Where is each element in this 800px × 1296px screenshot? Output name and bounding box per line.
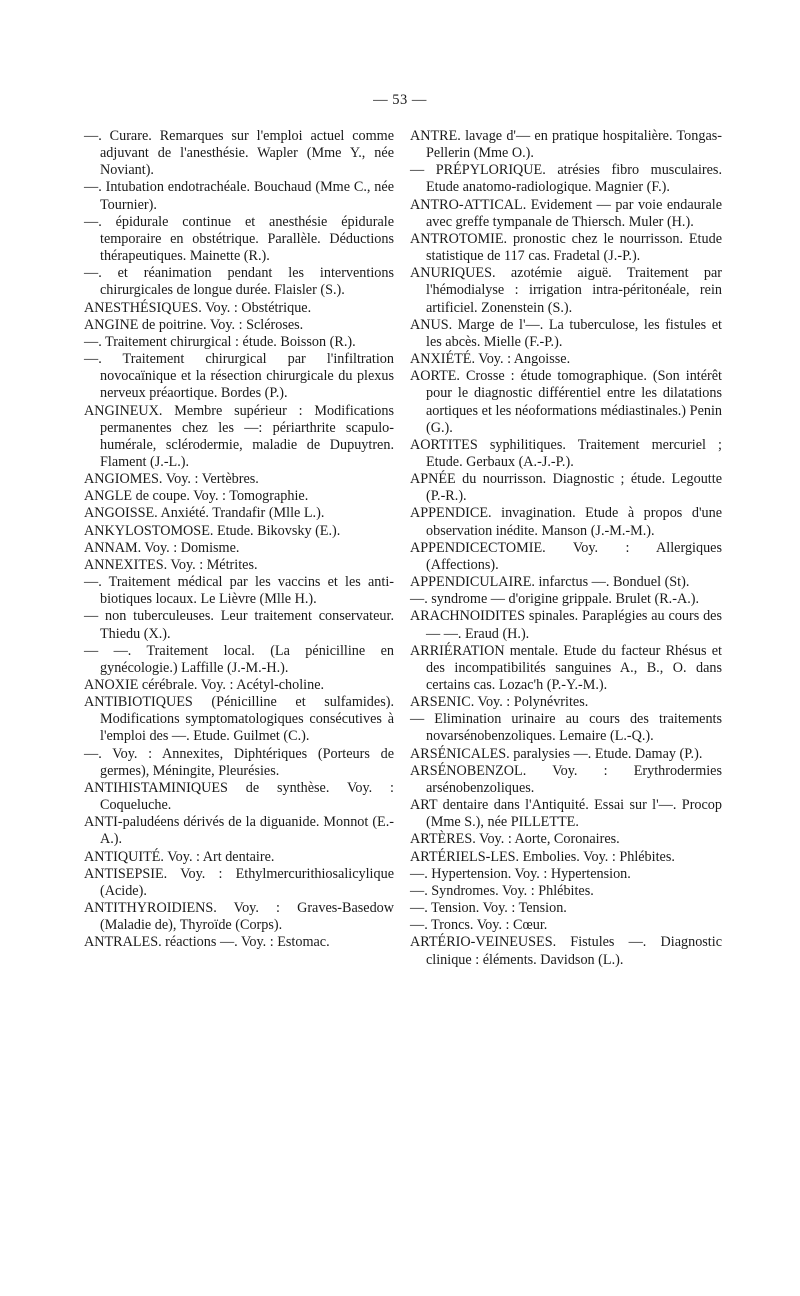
index-entry: ARACHNOIDITES spinales. Paraplégies au cours des — —. Eraud (H.). xyxy=(410,608,722,642)
index-entry: APPENDICECTOMIE. Voy. : Allergiques (Affections). xyxy=(410,539,722,573)
index-entry: ANESTHÉSIQUES. Voy. : Obstétrique. xyxy=(84,299,312,316)
index-entry: ANGINE de poitrine. Voy. : Scléroses. xyxy=(84,316,304,333)
index-entry: ANTIHISTAMINIQUES de synthèse. Voy. : Coqueluche. xyxy=(84,779,394,814)
index-entry: ANTRALES. réactions —. Voy. : Estomac. xyxy=(84,934,330,951)
index-entry: AORTE. Crosse : étude tomographique. (Son intérêt pour le diagnostic différentiel entre les dilatations aortiques et les néoformations médiastinales.) Penin (G.). xyxy=(410,368,722,436)
index-entry: ANURIQUES. azotémie aiguë. Traitement par l'hémodialyse : irrigation intra-péritonéale, rein artificiel. Zonenstein (S.). xyxy=(410,265,722,316)
index-entry: ANGOISSE. Anxiété. Trandafir (Mlle L.). xyxy=(84,505,325,522)
index-entry: ANGIOMES. Voy. : Vertèbres. xyxy=(84,471,259,488)
index-entry: — non tuberculeuses. Leur traitement conservateur. Thiedu (X.). xyxy=(84,608,394,642)
index-entry: APPENDICE. invagination. Etude à propos d'une observation inédite. Manson (J.-M.-M.). xyxy=(410,505,722,539)
index-entry: — —. Traitement local. (La pénicilline en gynécologie.) Laffille (J.-M.-H.). xyxy=(84,642,394,676)
index-entry: ANOXIE cérébrale. Voy. : Acétyl-choline. xyxy=(84,677,325,693)
index-entry: ANKYLOSTOMOSE. Etude. Bikovsky (E.). xyxy=(84,522,341,539)
index-entry: ART dentaire dans l'Antiquité. Essai sur l'—. Procop (Mme S.), née PILLETTE. xyxy=(410,797,722,831)
index-entry: ARRIÉRATION mentale. Etude du facteur Rhésus et des incompatibilités sanguines A., B., O. dans certains cas. Lozac'h (P.-Y.-M.). xyxy=(410,642,722,693)
page-number: — 53 — xyxy=(373,92,427,108)
index-entry: —. épidurale continue et anesthésie épidurale temporaire en obstétrique. Parallèle. Déductions thérapeutiques. Mainette (R.). xyxy=(84,213,394,265)
index-entry: —. Tension. Voy. : Tension. xyxy=(410,900,567,917)
index-entry: APPENDICULAIRE. infarctus —. Bonduel (St). xyxy=(410,574,690,591)
index-entry: — PRÉPYLORIQUE. atrésies fibro musculaires. Etude anatomo-radiologique. Magnier (F.). xyxy=(410,162,722,196)
index-entry: ANTROTOMIE. pronostic chez le nourrisson. Etude statistique de 117 cas. Fradetal (J.-P.). xyxy=(410,230,722,265)
index-entry: —. Traitement médical par les vaccins et les anti-biotiques locaux. Le Lièvre (Mlle H.). xyxy=(84,574,394,608)
index-entry: ANGINEUX. Membre supérieur : Modifications permanentes chez les —: périarthrite scapulo-humérale, sclérodermie, maladie de Dupuytren. Flament (J.-L.). xyxy=(84,402,394,470)
index-entry: —. Traitement chirurgical : étude. Boisson (R.). xyxy=(84,333,356,350)
index-entry: —. Traitement chirurgical par l'infiltration novocaïnique et la résection chirurgicale du plexus nerveux préaortique. Bordes (P.). xyxy=(84,351,394,402)
index-entry: ARTÉRIO-VEINEUSES. Fistules —. Diagnostic clinique : éléments. Davidson (L.). xyxy=(410,934,722,968)
index-entry: ARTÉRIELS-LES. Embolies. Voy. : Phlébites. xyxy=(410,848,675,865)
index-entry: ANTI-paludéens dérivés de la diguanide. Monnot (E.-A.). xyxy=(84,814,394,848)
index-entry: —. Syndromes. Voy. : Phlébites. xyxy=(410,882,594,899)
index-entry: ARSENIC. Voy. : Polynévrites. xyxy=(410,694,589,711)
index-entry: —. Voy. : Annexites, Diphtériques (Porteurs de germes), Méningite, Pleurésies. xyxy=(84,745,394,779)
index-column-right xyxy=(410,128,722,969)
index-entry: —. Hypertension. Voy. : Hypertension. xyxy=(410,865,631,882)
index-entry: ARSÉNOBENZOL. Voy. : Erythrodermies arsénobenzoliques. xyxy=(410,762,722,796)
index-entry: —. Troncs. Voy. : Cœur. xyxy=(410,917,548,934)
index-entry: —. et réanimation pendant les interventions chirurgicales de longue durée. Flaisler (S.). xyxy=(84,265,394,299)
index-entry: ARSÉNICALES. paralysies —. Etude. Damay (P.). xyxy=(410,745,703,762)
index-entry: ANTISEPSIE. Voy. : Ethylmercurithiosalicylique (Acide). xyxy=(84,865,394,899)
index-entry: ANNAM. Voy. : Domisme. xyxy=(84,539,240,556)
index-entry: —. Intubation endotrachéale. Bouchaud (Mme C., née Tournier). xyxy=(84,179,394,213)
index-entry: ANTITHYROIDIENS. Voy. : Graves-Basedow (Maladie de), Thyroïde (Corps). xyxy=(84,900,394,934)
index-entry: ANTRE. lavage d'— en pratique hospitalière. Tongas-Pellerin (Mme O.). xyxy=(410,128,722,162)
index-entry: — Elimination urinaire au cours des traitements novarsénobenzoliques. Lemaire (L.-Q.). xyxy=(410,711,722,745)
index-entry: AORTITES syphilitiques. Traitement mercuriel ; Etude. Gerbaux (A.-J.-P.). xyxy=(410,436,722,470)
index-entry: APNÉE du nourrisson. Diagnostic ; étude. Legoutte (P.-R.). xyxy=(410,471,722,505)
index-entry: ANNEXITES. Voy. : Métrites. xyxy=(84,556,258,573)
index-entry: ANUS. Marge de l'—. La tuberculose, les fistules et les abcès. Mielle (F.-P.). xyxy=(410,316,722,350)
index-entry: —. Curare. Remarques sur l'emploi actuel comme adjuvant de l'anesthésie. Wapler (Mme Y., née Noviant). xyxy=(84,128,394,179)
index-entry: ANTIBIOTIQUES (Pénicilline et sulfamides). Modifications symptomatologiques consécutives à l'emploi des —. Etude. Guilmet (C.). xyxy=(84,694,394,745)
index-entry: ANTIQUITÉ. Voy. : Art dentaire. xyxy=(84,848,275,865)
index-entry: —. syndrome — d'origine grippale. Brulet (R.-A.). xyxy=(410,591,700,608)
index-entry: ARTÈRES. Voy. : Aorte, Coronaires. xyxy=(410,831,620,848)
index-column-left xyxy=(84,128,394,952)
index-entry: ANXIÉTÉ. Voy. : Angoisse. xyxy=(410,351,571,368)
index-entry: ANGLE de coupe. Voy. : Tomographie. xyxy=(84,488,309,505)
index-entry: ANTRO-ATTICAL. Evidement — par voie endaurale avec greffe tympanale de Thiersch. Muler (H.). xyxy=(410,196,722,230)
